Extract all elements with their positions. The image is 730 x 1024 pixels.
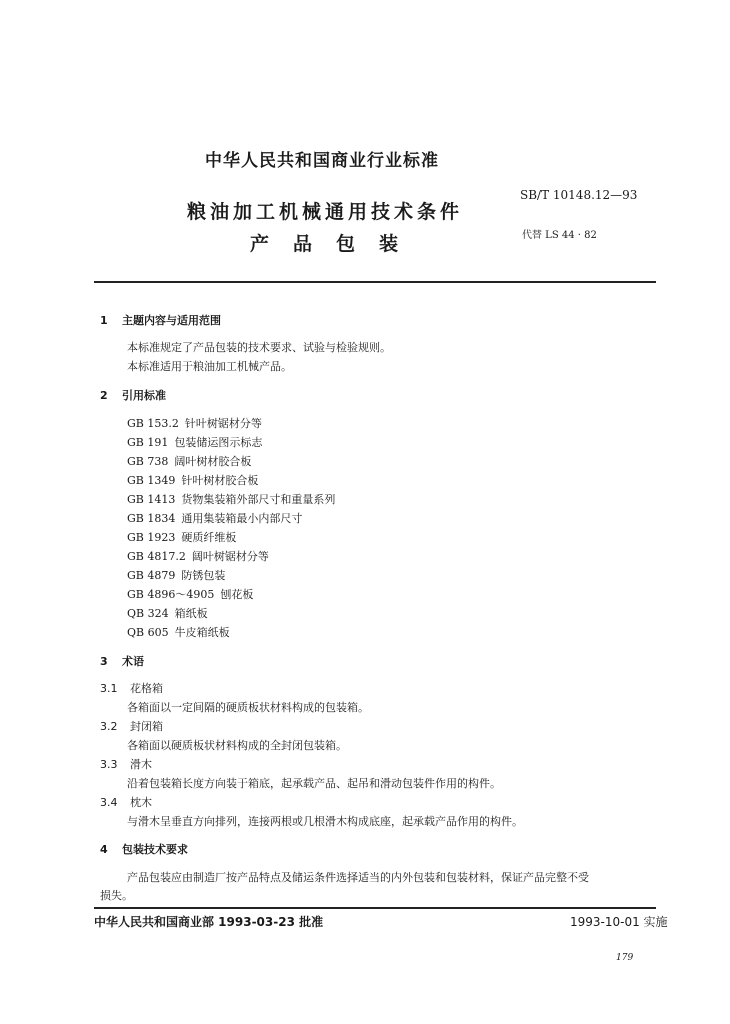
standard-type: 中华人民共和国商业行业标准 <box>205 151 439 171</box>
reference-code: GB 1834 <box>127 512 176 525</box>
section-number: 4 <box>100 843 108 856</box>
term-number: 3.4 <box>100 796 118 809</box>
reference-code: GB 1349 <box>127 474 176 487</box>
term-name: 封闭箱 <box>130 720 163 733</box>
reference-standard <box>127 529 236 545</box>
term-heading <box>100 794 152 810</box>
reference-name: 刨花板 <box>220 588 254 601</box>
reference-code: GB 4879 <box>127 569 176 582</box>
standard-code: SB/T 10148.12—93 <box>520 188 638 202</box>
reference-standard <box>127 510 302 526</box>
section-1-heading <box>100 312 221 328</box>
section-1-paragraph-2: 本标准适用于粮油加工机械产品。 <box>127 360 292 373</box>
reference-code: GB 738 <box>127 455 169 468</box>
term-name: 花格箱 <box>130 682 163 695</box>
reference-code: GB 1923 <box>127 531 176 544</box>
term-heading <box>100 680 163 696</box>
reference-name: 针叶树材胶合板 <box>181 474 259 487</box>
reference-name: 通用集装箱最小内部尺寸 <box>181 512 303 525</box>
term-number: 3.1 <box>100 682 118 695</box>
approval-note: 中华人民共和国商业部 1993-03-23 批准 <box>94 915 324 929</box>
term-definition: 与滑木呈垂直方向排列，连接两根或几根滑木构成底座，起承载产品作用的构件。 <box>127 815 523 828</box>
section-number: 1 <box>100 314 108 327</box>
replaces-note: 代替 LS 44 · 82 <box>522 230 597 241</box>
reference-name: 阔叶树锯材分等 <box>191 550 269 563</box>
page-number: 179 <box>616 953 634 963</box>
reference-name: 硬质纤维板 <box>181 531 237 544</box>
reference-code: GB 4817.2 <box>127 550 186 563</box>
reference-code: GB 153.2 <box>127 417 179 430</box>
implementation-date: 1993-10-01 实施 <box>570 915 668 929</box>
term-definition: 沿着包装箱长度方向装于箱底，起承载产品、起吊和滑动包装件作用的构件。 <box>127 777 501 790</box>
section-title: 主题内容与适用范围 <box>122 314 221 327</box>
reference-standard <box>127 548 269 564</box>
term-name: 枕木 <box>130 796 152 809</box>
footer-divider <box>94 907 656 909</box>
term-definition: 各箱面以硬质板状材料构成的全封闭包装箱。 <box>127 739 347 752</box>
term-number: 3.3 <box>100 758 118 771</box>
reference-standard <box>127 624 230 640</box>
term-definition: 各箱面以一定间隔的硬质板状材料构成的包装箱。 <box>127 701 369 714</box>
section-2-heading <box>100 387 166 403</box>
reference-name: 针叶树锯材分等 <box>184 417 262 430</box>
reference-name: 包装储运图示标志 <box>174 436 263 449</box>
reference-standard <box>127 491 335 507</box>
section-4-paragraph-line-2: 损失。 <box>100 889 133 902</box>
reference-standard <box>127 453 251 469</box>
reference-name: 阔叶树材胶合板 <box>174 455 252 468</box>
section-number: 3 <box>100 655 108 668</box>
reference-standard <box>127 567 225 583</box>
reference-code: GB 4896～4905 <box>127 588 215 601</box>
term-name: 滑木 <box>130 758 152 771</box>
title-line-2: 产品包装 <box>250 233 423 255</box>
reference-standard <box>127 586 253 602</box>
reference-standard <box>127 434 262 450</box>
section-4-paragraph-line-1: 产品包装应由制造厂按产品特点及储运条件选择适当的内外包装和包装材料，保证产品完整不受 <box>127 871 589 884</box>
header-divider <box>94 281 656 283</box>
section-4-heading <box>100 841 188 857</box>
reference-name: 防锈包装 <box>181 569 226 582</box>
section-title: 术语 <box>122 655 144 668</box>
reference-code: GB 191 <box>127 436 169 449</box>
reference-standard <box>127 472 258 488</box>
reference-name: 箱纸板 <box>174 607 208 620</box>
term-heading <box>100 756 152 772</box>
reference-code: QB 605 <box>127 626 169 639</box>
term-heading <box>100 718 163 734</box>
section-title: 包装技术要求 <box>122 843 188 856</box>
section-title: 引用标准 <box>122 389 166 402</box>
title-line-1: 粮油加工机械通用技术条件 <box>187 201 464 223</box>
reference-standard <box>127 605 208 621</box>
reference-standard <box>127 415 262 431</box>
reference-name: 货物集装箱外部尺寸和重量系列 <box>181 493 336 506</box>
section-3-heading <box>100 653 144 669</box>
term-number: 3.2 <box>100 720 118 733</box>
reference-code: GB 1413 <box>127 493 176 506</box>
reference-code: QB 324 <box>127 607 169 620</box>
reference-name: 牛皮箱纸板 <box>174 626 230 639</box>
section-number: 2 <box>100 389 108 402</box>
section-1-paragraph-1: 本标准规定了产品包装的技术要求、试验与检验规则。 <box>127 341 391 354</box>
